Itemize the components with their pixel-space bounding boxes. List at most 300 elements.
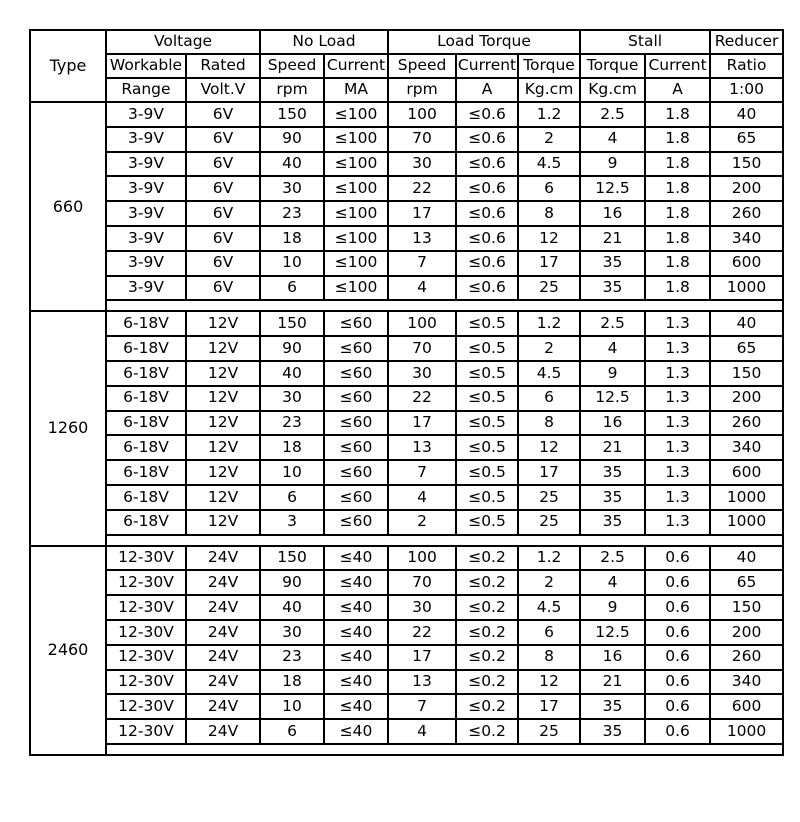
table-cell: 4 — [388, 276, 456, 301]
table-cell: 340 — [710, 226, 783, 251]
table-cell: ≤0.2 — [456, 694, 518, 719]
table-cell: 13 — [388, 435, 456, 460]
table-cell: 6-18V — [106, 435, 186, 460]
table-cell: 21 — [580, 670, 645, 695]
header-reducer: Reducer — [710, 30, 783, 54]
table-cell: ≤60 — [324, 386, 388, 411]
table-cell: 10 — [260, 694, 324, 719]
table-cell: 1000 — [710, 510, 783, 535]
table-cell: ≤40 — [324, 546, 388, 571]
table-cell: 4 — [388, 719, 456, 744]
table-cell: 40 — [710, 311, 783, 336]
table-cell: 22 — [388, 620, 456, 645]
group-separator-row — [30, 744, 783, 755]
table-cell: 23 — [260, 645, 324, 670]
table-cell: 1000 — [710, 485, 783, 510]
table-cell: ≤40 — [324, 595, 388, 620]
type-cell: 660 — [30, 102, 106, 311]
header-unit-cell: Kg.cm — [580, 78, 645, 102]
table-cell: 4.5 — [518, 595, 580, 620]
header-unit-cell: A — [645, 78, 710, 102]
table-cell: 35 — [580, 485, 645, 510]
table-cell: ≤100 — [324, 152, 388, 177]
table-cell: 340 — [710, 670, 783, 695]
table-row — [30, 670, 783, 695]
header-unit-cell: MA — [324, 78, 388, 102]
table-cell: 1.3 — [645, 361, 710, 386]
table-row — [30, 595, 783, 620]
table-cell: ≤60 — [324, 460, 388, 485]
table-cell: 4 — [580, 570, 645, 595]
table-cell: 150 — [710, 361, 783, 386]
table-cell: 21 — [580, 226, 645, 251]
table-row — [30, 226, 783, 251]
table-cell: 24V — [186, 620, 260, 645]
table-cell: 1.8 — [645, 102, 710, 127]
table-cell: 0.6 — [645, 694, 710, 719]
table-cell: 6 — [260, 485, 324, 510]
table-cell: 2.5 — [580, 311, 645, 336]
table-cell: 35 — [580, 719, 645, 744]
table-cell: 150 — [710, 595, 783, 620]
table-cell: 35 — [580, 276, 645, 301]
table-cell: 12 — [518, 435, 580, 460]
table-cell: 2 — [518, 336, 580, 361]
table-cell: 1.3 — [645, 485, 710, 510]
table-cell: 10 — [260, 251, 324, 276]
table-cell: 1000 — [710, 276, 783, 301]
table-cell: ≤60 — [324, 311, 388, 336]
table-cell: 30 — [260, 620, 324, 645]
table-row — [30, 251, 783, 276]
table-cell: 24V — [186, 670, 260, 695]
table-cell: ≤0.5 — [456, 311, 518, 336]
table-cell: 6-18V — [106, 311, 186, 336]
header-type: Type — [30, 30, 106, 102]
table-row — [30, 152, 783, 177]
table-cell: 30 — [388, 361, 456, 386]
table-row — [30, 361, 783, 386]
table-cell: 70 — [388, 336, 456, 361]
table-cell: 17 — [518, 694, 580, 719]
table-cell: ≤40 — [324, 694, 388, 719]
table-cell: 12.5 — [580, 620, 645, 645]
header-unit-cell: Kg.cm — [518, 78, 580, 102]
table-cell: 25 — [518, 719, 580, 744]
table-cell: 9 — [580, 361, 645, 386]
group-separator-cell — [106, 535, 783, 546]
table-cell: 30 — [388, 152, 456, 177]
table-row — [30, 460, 783, 485]
table-cell: ≤40 — [324, 570, 388, 595]
table-cell: 4.5 — [518, 361, 580, 386]
table-cell: 17 — [518, 251, 580, 276]
table-cell: 3-9V — [106, 152, 186, 177]
table-row — [30, 386, 783, 411]
table-cell: 22 — [388, 386, 456, 411]
table-cell: 600 — [710, 460, 783, 485]
table-cell: 0.6 — [645, 595, 710, 620]
table-cell: 0.6 — [645, 645, 710, 670]
table-cell: 10 — [260, 460, 324, 485]
table-row — [30, 276, 783, 301]
table-cell: 17 — [388, 201, 456, 226]
table-cell: 1.8 — [645, 226, 710, 251]
table-cell: 12-30V — [106, 620, 186, 645]
table-cell: 24V — [186, 546, 260, 571]
header-unit-cell: rpm — [388, 78, 456, 102]
table-cell: 6 — [518, 386, 580, 411]
table-cell: 35 — [580, 510, 645, 535]
table-cell: ≤0.2 — [456, 620, 518, 645]
table-cell: ≤100 — [324, 251, 388, 276]
table-cell: 24V — [186, 595, 260, 620]
table-cell: 70 — [388, 127, 456, 152]
table-cell: ≤0.2 — [456, 546, 518, 571]
table-cell: 1.3 — [645, 460, 710, 485]
table-cell: 1.8 — [645, 201, 710, 226]
table-cell: 2 — [518, 127, 580, 152]
table-cell: ≤0.6 — [456, 176, 518, 201]
table-cell: 40 — [260, 595, 324, 620]
table-cell: 65 — [710, 570, 783, 595]
table-cell: 12V — [186, 510, 260, 535]
table-cell: 2 — [518, 570, 580, 595]
table-cell: 12V — [186, 460, 260, 485]
table-cell: 25 — [518, 485, 580, 510]
table-row — [30, 694, 783, 719]
table-cell: 1.3 — [645, 336, 710, 361]
table-cell: ≤0.2 — [456, 670, 518, 695]
table-cell: 16 — [580, 645, 645, 670]
table-cell: 150 — [710, 152, 783, 177]
header-voltage: Voltage — [106, 30, 260, 54]
table-cell: 1.8 — [645, 152, 710, 177]
table-cell: 6 — [518, 176, 580, 201]
table-cell: 12-30V — [106, 570, 186, 595]
table-row — [30, 336, 783, 361]
header-load-torque: Load Torque — [388, 30, 580, 54]
table-cell: 40 — [260, 152, 324, 177]
table-cell: 6-18V — [106, 485, 186, 510]
table-cell: ≤100 — [324, 226, 388, 251]
table-cell: ≤60 — [324, 336, 388, 361]
table-cell: ≤0.6 — [456, 226, 518, 251]
table-cell: 340 — [710, 435, 783, 460]
header-cell: Torque — [518, 54, 580, 78]
table-cell: 12V — [186, 386, 260, 411]
table-cell: 21 — [580, 435, 645, 460]
table-cell: 90 — [260, 336, 324, 361]
table-cell: 1.2 — [518, 102, 580, 127]
header-unit-cell: rpm — [260, 78, 324, 102]
header-cell: Torque — [580, 54, 645, 78]
table-cell: 150 — [260, 102, 324, 127]
table-cell: 40 — [260, 361, 324, 386]
table-cell: 12-30V — [106, 719, 186, 744]
table-cell: 40 — [710, 546, 783, 571]
table-cell: 12V — [186, 336, 260, 361]
header-cell: Ratio — [710, 54, 783, 78]
table-cell: 1.3 — [645, 386, 710, 411]
table-cell: ≤0.5 — [456, 460, 518, 485]
header-cell: Rated — [186, 54, 260, 78]
table-cell: ≤100 — [324, 276, 388, 301]
table-cell: 8 — [518, 201, 580, 226]
table-row — [30, 311, 783, 336]
table-cell: 12V — [186, 361, 260, 386]
table-cell: 12.5 — [580, 386, 645, 411]
table-row — [30, 510, 783, 535]
table-cell: 1.2 — [518, 311, 580, 336]
table-cell: 0.6 — [645, 719, 710, 744]
table-cell: 150 — [260, 546, 324, 571]
table-cell: 6V — [186, 276, 260, 301]
type-cell: 1260 — [30, 311, 106, 545]
table-cell: 100 — [388, 311, 456, 336]
table-cell: 24V — [186, 570, 260, 595]
table-cell: 1000 — [710, 719, 783, 744]
table-row — [30, 620, 783, 645]
table-cell: ≤0.2 — [456, 645, 518, 670]
table-row — [30, 102, 783, 127]
table-cell: 2.5 — [580, 546, 645, 571]
table-cell: 1.8 — [645, 251, 710, 276]
table-cell: 260 — [710, 201, 783, 226]
table-row — [30, 546, 783, 571]
table-cell: 6V — [186, 127, 260, 152]
table-cell: 1.3 — [645, 435, 710, 460]
table-cell: 12V — [186, 411, 260, 436]
table-cell: 12-30V — [106, 595, 186, 620]
table-cell: 7 — [388, 460, 456, 485]
table-cell: ≤100 — [324, 176, 388, 201]
header-cell: Speed — [388, 54, 456, 78]
table-cell: 150 — [260, 311, 324, 336]
table-cell: 6-18V — [106, 460, 186, 485]
table-cell: 12 — [518, 226, 580, 251]
table-row — [30, 485, 783, 510]
table-cell: 6V — [186, 201, 260, 226]
table-cell: 4 — [580, 336, 645, 361]
header-unit-cell: A — [456, 78, 518, 102]
table-row — [30, 645, 783, 670]
table-cell: 35 — [580, 251, 645, 276]
table-cell: ≤0.5 — [456, 411, 518, 436]
table-cell: 3-9V — [106, 102, 186, 127]
table-cell: 260 — [710, 645, 783, 670]
table-cell: ≤60 — [324, 411, 388, 436]
table-cell: ≤0.5 — [456, 361, 518, 386]
header-stall: Stall — [580, 30, 710, 54]
table-cell: ≤40 — [324, 620, 388, 645]
table-cell: 6-18V — [106, 336, 186, 361]
table-cell: 17 — [518, 460, 580, 485]
table-cell: 4 — [580, 127, 645, 152]
table-cell: 3-9V — [106, 226, 186, 251]
table-cell: ≤60 — [324, 510, 388, 535]
table-cell: 2 — [388, 510, 456, 535]
table-cell: 0.6 — [645, 570, 710, 595]
table-cell: 22 — [388, 176, 456, 201]
table-cell: 90 — [260, 570, 324, 595]
type-cell: 2460 — [30, 546, 106, 755]
table-cell: ≤100 — [324, 201, 388, 226]
table-cell: 30 — [260, 386, 324, 411]
table-cell: 6V — [186, 251, 260, 276]
table-cell: ≤100 — [324, 127, 388, 152]
table-row — [30, 435, 783, 460]
table-cell: 3-9V — [106, 251, 186, 276]
motor-spec-table — [29, 29, 784, 756]
header-unit-cell: Range — [106, 78, 186, 102]
table-cell: ≤0.5 — [456, 336, 518, 361]
header-no-load: No Load — [260, 30, 388, 54]
table-cell: 25 — [518, 510, 580, 535]
table-cell: 12V — [186, 485, 260, 510]
table-cell: ≤0.6 — [456, 102, 518, 127]
table-cell: 90 — [260, 127, 324, 152]
header-cell: Speed — [260, 54, 324, 78]
table-cell: 200 — [710, 620, 783, 645]
table-cell: 18 — [260, 435, 324, 460]
table-cell: 4 — [388, 485, 456, 510]
table-cell: 6V — [186, 226, 260, 251]
header-unit-cell: 1:00 — [710, 78, 783, 102]
table-cell: 12-30V — [106, 670, 186, 695]
table-cell: 13 — [388, 226, 456, 251]
table-row — [30, 719, 783, 744]
table-cell: 8 — [518, 411, 580, 436]
table-cell: 200 — [710, 386, 783, 411]
table-cell: ≤0.6 — [456, 276, 518, 301]
table-cell: 6 — [260, 719, 324, 744]
table-cell: 40 — [710, 102, 783, 127]
header-cell: Current — [324, 54, 388, 78]
table-cell: 200 — [710, 176, 783, 201]
table-cell: ≤0.2 — [456, 570, 518, 595]
table-cell: ≤0.6 — [456, 201, 518, 226]
table-cell: 600 — [710, 251, 783, 276]
table-cell: ≤0.5 — [456, 435, 518, 460]
table-cell: 260 — [710, 411, 783, 436]
table-cell: 2.5 — [580, 102, 645, 127]
table-cell: ≤0.6 — [456, 127, 518, 152]
table-cell: ≤60 — [324, 361, 388, 386]
table-cell: 1.8 — [645, 276, 710, 301]
table-cell: ≤40 — [324, 645, 388, 670]
table-cell: ≤100 — [324, 102, 388, 127]
table-row — [30, 411, 783, 436]
table-cell: ≤0.5 — [456, 485, 518, 510]
header-cell: Current — [645, 54, 710, 78]
table-cell: 6V — [186, 152, 260, 177]
header-row-2 — [30, 54, 783, 78]
table-cell: 16 — [580, 201, 645, 226]
table-cell: 1.8 — [645, 176, 710, 201]
table-cell: 18 — [260, 226, 324, 251]
table-cell: 23 — [260, 201, 324, 226]
table-cell: 9 — [580, 152, 645, 177]
group-separator-cell — [106, 744, 783, 755]
table-row — [30, 201, 783, 226]
table-cell: 12-30V — [106, 546, 186, 571]
table-cell: 4.5 — [518, 152, 580, 177]
table-cell: ≤0.2 — [456, 719, 518, 744]
table-cell: 30 — [388, 595, 456, 620]
table-cell: 35 — [580, 694, 645, 719]
group-separator-row — [30, 300, 783, 311]
table-cell: 6V — [186, 176, 260, 201]
table-cell: 1.8 — [645, 127, 710, 152]
table-cell: 12-30V — [106, 694, 186, 719]
table-cell: 9 — [580, 595, 645, 620]
header-unit-cell: Volt.V — [186, 78, 260, 102]
table-row — [30, 570, 783, 595]
header-cell: Workable — [106, 54, 186, 78]
table-cell: 0.6 — [645, 546, 710, 571]
header-cell: Current — [456, 54, 518, 78]
table-cell: 8 — [518, 645, 580, 670]
table-cell: 30 — [260, 176, 324, 201]
table-cell: 100 — [388, 546, 456, 571]
table-cell: 17 — [388, 411, 456, 436]
table-cell: 6-18V — [106, 361, 186, 386]
table-cell: 7 — [388, 694, 456, 719]
table-cell: 6 — [260, 276, 324, 301]
table-cell: 3 — [260, 510, 324, 535]
table-cell: 12V — [186, 311, 260, 336]
table-cell: ≤0.5 — [456, 386, 518, 411]
table-cell: 6V — [186, 102, 260, 127]
table-cell: 18 — [260, 670, 324, 695]
table-cell: ≤40 — [324, 670, 388, 695]
table-cell: 17 — [388, 645, 456, 670]
table-cell: 12 — [518, 670, 580, 695]
group-separator-row — [30, 535, 783, 546]
table-cell: 100 — [388, 102, 456, 127]
table-row — [30, 176, 783, 201]
group-separator-cell — [106, 300, 783, 311]
table-cell: 0.6 — [645, 620, 710, 645]
table-cell: 25 — [518, 276, 580, 301]
table-cell: 3-9V — [106, 276, 186, 301]
table-cell: ≤0.6 — [456, 251, 518, 276]
table-cell: 16 — [580, 411, 645, 436]
table-cell: ≤0.6 — [456, 152, 518, 177]
table-cell: 3-9V — [106, 201, 186, 226]
table-cell: 13 — [388, 670, 456, 695]
table-cell: 6 — [518, 620, 580, 645]
table-cell: 6-18V — [106, 386, 186, 411]
table-cell: ≤40 — [324, 719, 388, 744]
table-cell: ≤60 — [324, 435, 388, 460]
table-cell: 24V — [186, 719, 260, 744]
table-cell: 12-30V — [106, 645, 186, 670]
table-cell: 24V — [186, 694, 260, 719]
table-row — [30, 127, 783, 152]
table-cell: 0.6 — [645, 670, 710, 695]
table-cell: 23 — [260, 411, 324, 436]
table-cell: 1.3 — [645, 411, 710, 436]
header-row-1 — [30, 30, 783, 54]
table-cell: 1.3 — [645, 311, 710, 336]
table-cell: 35 — [580, 460, 645, 485]
table-cell: 12V — [186, 435, 260, 460]
table-cell: ≤60 — [324, 485, 388, 510]
table-cell: 6-18V — [106, 411, 186, 436]
table-cell: 3-9V — [106, 176, 186, 201]
